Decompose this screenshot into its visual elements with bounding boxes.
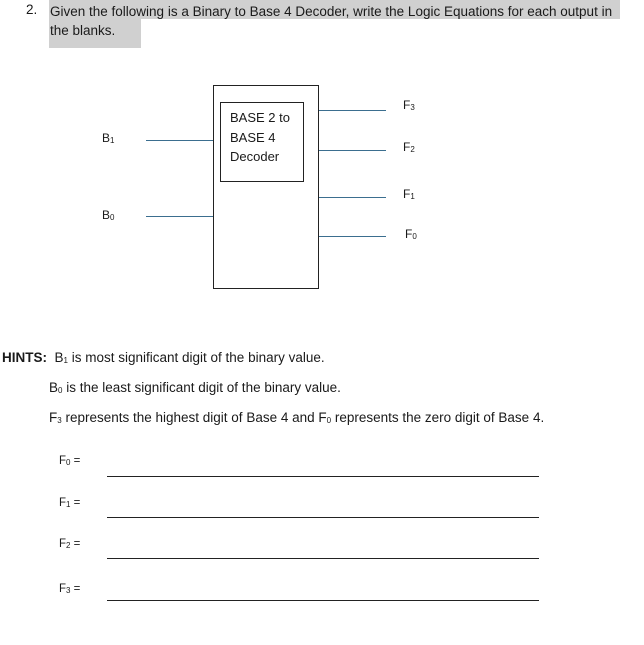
- output-label-f2: $F_2$: [403, 140, 415, 154]
- input-wire-b1: [146, 140, 213, 141]
- decoder-label-line-2: BASE 4: [230, 129, 276, 145]
- decoder-label-box: [220, 102, 304, 182]
- output-wire-f1: [319, 197, 386, 198]
- hint-line-3: $F_3$ represents the highest digit of Base 4 and $F_0$ represents the zero digit of Base 4.: [49, 410, 545, 425]
- equation-label-f1: $F_1$ =: [59, 497, 81, 509]
- equation-label-f0: $F_0$ =: [59, 455, 81, 467]
- equation-label-f2: $F_2$ =: [59, 538, 81, 550]
- output-wire-f3: [319, 110, 386, 111]
- input-wire-b0: [146, 216, 213, 217]
- output-wire-f0: [319, 236, 386, 237]
- hint-line-1: HINTS: $B_1$ is most significant digit of the binary value.: [2, 350, 325, 365]
- hint-line-2: $B_0$ is the least significant digit of the binary value.: [49, 380, 341, 395]
- decoder-label-line-3: Decoder: [230, 149, 280, 164]
- question-number: 2.: [26, 2, 38, 17]
- answer-blank-f0[interactable]: [107, 476, 539, 477]
- input-label-b1: $B_1$: [102, 131, 115, 145]
- hints-label: HINTS:: [2, 350, 47, 365]
- question-text: Given the following is a Binary to Base 4 Decoder, write the Logic Equations for each output in the blanks.: [50, 4, 613, 38]
- equation-label-f3: $F_3$ =: [59, 583, 81, 595]
- output-label-f1: $F_1$: [403, 187, 415, 201]
- output-wire-f2: [319, 150, 386, 151]
- answer-blank-f1[interactable]: [107, 517, 539, 518]
- decoder-label-line-1: BASE 2 to: [230, 110, 290, 125]
- output-label-f0: $F_0$: [405, 227, 417, 241]
- answer-blank-f3[interactable]: [107, 600, 539, 601]
- answer-blank-f2[interactable]: [107, 558, 539, 559]
- input-label-b0: $B_0$: [102, 208, 115, 222]
- output-label-f3: $F_3$: [403, 98, 415, 112]
